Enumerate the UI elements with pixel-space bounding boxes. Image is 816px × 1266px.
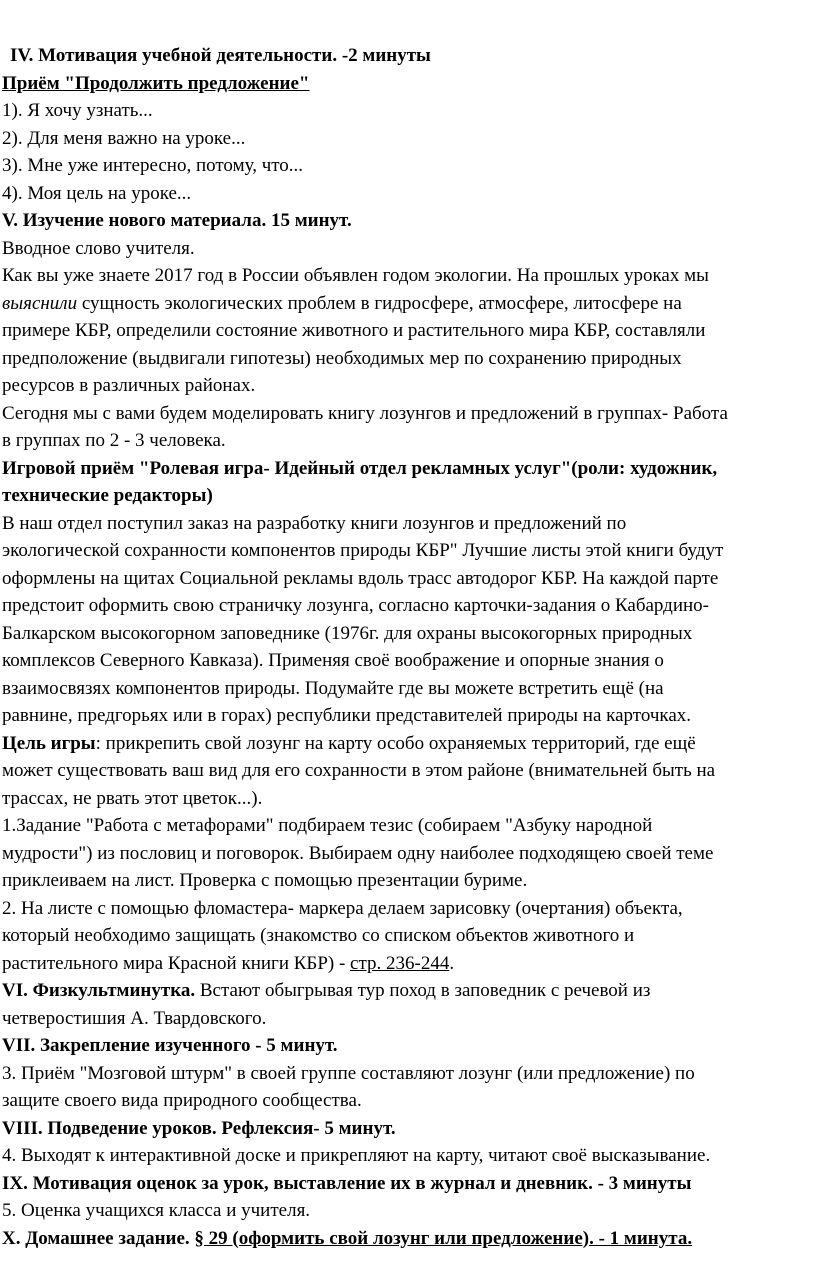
goal-label: Цель игры [2,732,96,754]
section-iv-heading [2,42,804,70]
paragraph-line: 2. На листе с помощью фломастера- маркера делаем зарисовку (очертания) объекта, [2,897,683,919]
paragraph-line [2,290,804,318]
section-vi-heading: VI. Физкультминутка. [2,980,196,1001]
paragraph-line: оформлены на щитах Социальной рекламы вдоль трасс автодорог КБР. На каждой парте [2,567,719,589]
list-item: 4). Моя цель на уроке... [2,182,192,204]
paragraph-line: взаимосвязях компонентов природы. Подумайте где вы можете встретить ещё (на [2,677,664,699]
paragraph-line: равнине, предгорьях или в горах) республики представителей природы на карточках. [2,705,692,726]
paragraph-text: . [449,952,455,974]
section-viii-heading: VIII. Подведение уроков. Рефлексия- 5 минут. [2,1117,396,1139]
paragraph-line: 1.Задание "Работа с метафорами" подбираем тезис (собираем "Азбуку народной [2,815,653,836]
paragraph-line: который необходимо защищать (знакомство со списком объектов животного и [2,925,635,946]
paragraph-line: защите своего вида природного сообщества. [2,1090,362,1111]
paragraph-text: растительного мира Красной книги КБР) - [2,952,351,974]
homework-text: § 29 (оформить свой лозунг или предложение). - 1 минута. [194,1227,693,1249]
paragraph-line: Как вы уже знаете 2017 год в России объявлен годом экологии. На прошлых уроках мы [2,265,709,286]
paragraph-line: трассах, не рвать этот цветок...). [2,787,263,809]
paragraph-line: может существовать ваш вид для его сохранности в этом районе (внимательней быть на [2,760,716,781]
goal-text: : прикрепить свой лозунг на карту особо охраняемых территорий, где ещё [95,732,696,754]
goal-line [2,730,804,758]
paragraph-line: ресурсов в различных районах. [2,375,256,396]
paragraph-line: в группах по 2 - 3 человека. [2,430,226,451]
paragraph-line: Балкарском высокогорном заповеднике (1976г. для охраны высокогорных природных [2,622,693,644]
paragraph-line: комплексов Северного Кавказа). Применяя своё воображение и опорные знания о [2,650,664,671]
paragraph-line: 5. Оценка учащихся класса и учителя. [2,1200,311,1221]
paragraph-line: 4. Выходят к интерактивной доске и прикрепляют на карту, читают своё высказывание. [2,1145,711,1166]
list-item: 2). Для меня важно на уроке... [2,127,246,149]
paragraph-line: примере КБР, определили состояние животного и растительного мира КБР, составляли [2,320,706,341]
page-range-link[interactable]: стр. 236-244 [350,952,450,974]
paragraph-line: В наш отдел поступил заказ на разработку книги лозунгов и предложений по [2,512,627,534]
section-x-line [2,1225,804,1253]
paragraph-line: приклеиваем на лист. Проверка с помощью презентации буриме. [2,870,528,891]
paragraph-line: предположение (выдвигали гипотезы) необходимых мер по сохранению природных [2,347,682,369]
paragraph-line [2,950,804,978]
paragraph-line: экологической сохранности компонентов природы КБР" Лучшие листы этой книги будут [2,540,724,561]
section-vi-line [2,977,804,1005]
intro-text: Вводное слово учителя. [2,237,195,259]
section-iv-title: IV. Мотивация учебной деятельности. -2 минуты [10,45,431,66]
paragraph-line: 3. Приём "Мозговой штурм" в своей группе составляют лозунг (или предложение) по [2,1062,695,1084]
paragraph-line: Сегодня мы с вами будем моделировать книгу лозунгов и предложений в группах- Работа [2,402,728,424]
section-vii-heading: VII. Закрепление изученного - 5 минут. [2,1035,338,1056]
game-heading: Игровой приём "Ролевая игра- Идейный отдел рекламных услуг"(роли: художник, [2,457,718,479]
section-ix-heading: IX. Мотивация оценок за урок, выставление их в журнал и дневник. - 3 минуты [2,1172,692,1194]
game-heading: технические редакторы) [2,485,213,506]
section-v-heading: V. Изучение нового материала. 15 минут. [2,210,352,231]
paragraph-line: предстоит оформить свою страничку лозунга, согласно карточки-задания о Кабардино- [2,595,710,616]
paragraph-line: мудрости") из пословиц и поговорок. Выбираем одну наиболее подходящею своей теме [2,842,714,864]
paragraph-text: сущность экологических проблем в гидросфере, атмосфере, литосфере на [77,292,682,314]
paragraph-line: четверостишия А. Твардовского. [2,1007,267,1029]
list-item: 3). Мне уже интересно, потому, что... [2,155,304,176]
technique-heading: Приём "Продолжить предложение" [2,72,310,94]
section-x-heading: X. Домашнее задание. [2,1227,195,1249]
italic-word: выяснили [2,292,78,314]
section-vi-text: Встают обыгрывая тур поход в заповедник с речевой из [195,980,651,1001]
list-item: 1). Я хочу узнать... [2,100,153,121]
